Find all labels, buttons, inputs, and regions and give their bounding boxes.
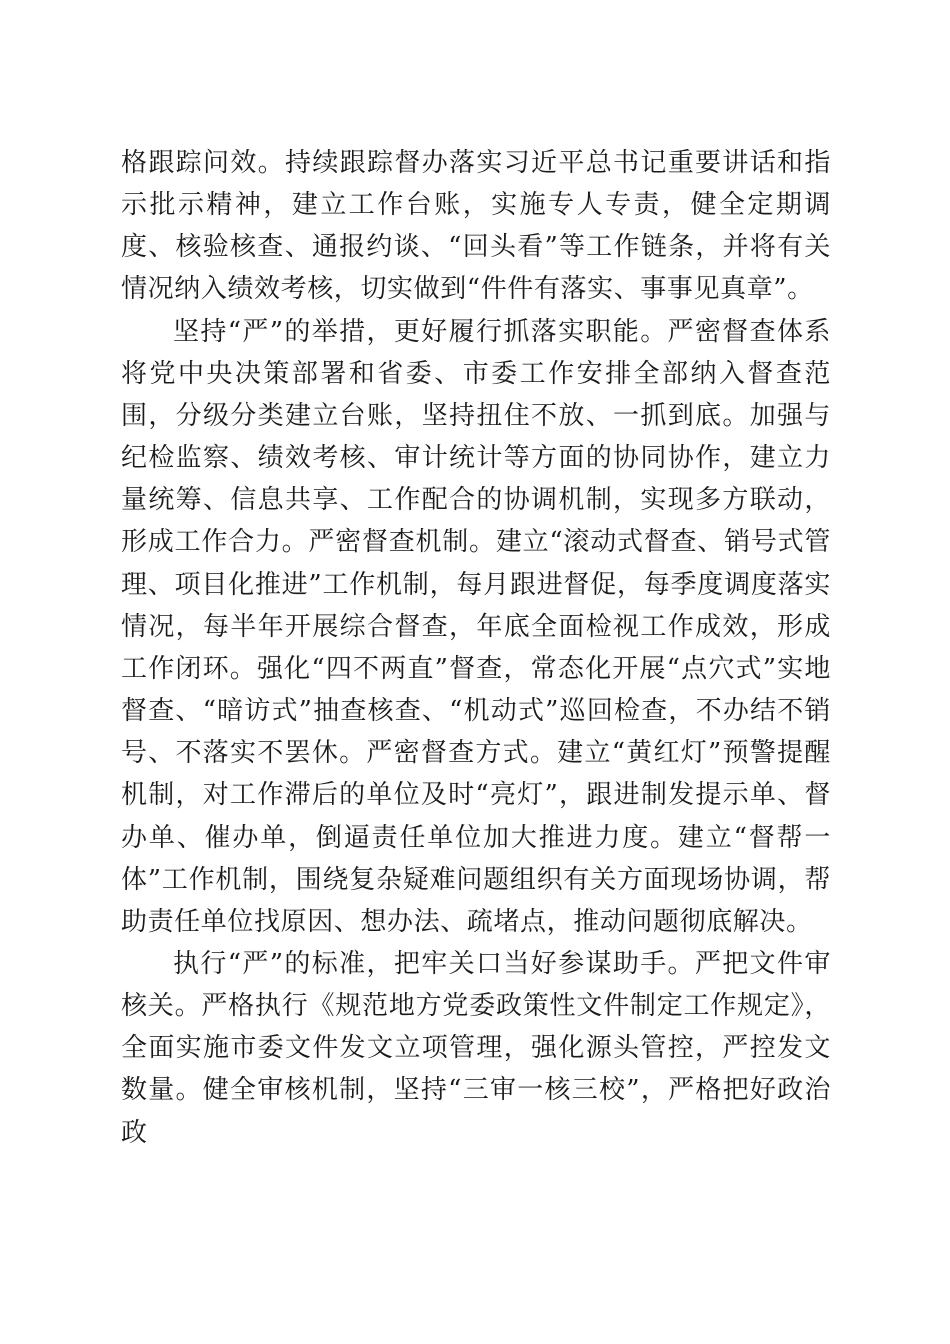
paragraph-strict-standards: 执行“严”的标准，把牢关口当好参谋助手。严把文件审核关。严格执行《规范地方党委政策性文件制定工作规定》，全面实施市委文件发文立项管理，强化源头管控，严控发文数量。健全审核机制，坚持“三审一核三校”，严格把好政治政 [121,948,831,1148]
paragraph-strict-measures: 坚持“严”的举措，更好履行抓落实职能。严密督查体系将党中央决策部署和省委、市委工作安排全部纳入督查范围，分级分类建立台账，坚持扭住不放、一抓到底。加强与纪检监察、绩效考核、审计统计等方面的协同协作，建立力量统筹、信息共享、工作配合的协调机制，实现多方联动，形成工作合力。严密督查机制。建立“滚动式督查、销号式管理、项目化推进”工作机制，每月跟进督促，每季度调度落实情况，每半年开展综合督查，年底全面检视工作成效，形成工作闭环。强化“四不两直”督查，常态化开展“点穴式”实地督查、“暗访式”抽查核查、“机动式”巡回检查，不办结不销号、不落实不罢休。严密督查方式。建立“黄红灯”预警提醒机制，对工作滞后的单位及时“亮灯”，跟进制发提示单、督办单、催办单，倒逼责任单位加大推进力度。建立“督帮一体”工作机制，围绕复杂疑难问题组织有关方面现场协调，帮助责任单位找原因、想办法、疏堵点，推动问题彻底解决。 [121,316,831,937]
body-text [121,142,831,1154]
paragraph-continuation: 格跟踪问效。持续跟踪督办落实习近平总书记重要讲话和指示批示精神，建立工作台账，实施专人专责，健全定期调度、核验核查、通报约谈、“回头看”等工作链条，并将有关情况纳入绩效考核，切实做到“件件有落实、事事见真章”。 [121,148,831,305]
